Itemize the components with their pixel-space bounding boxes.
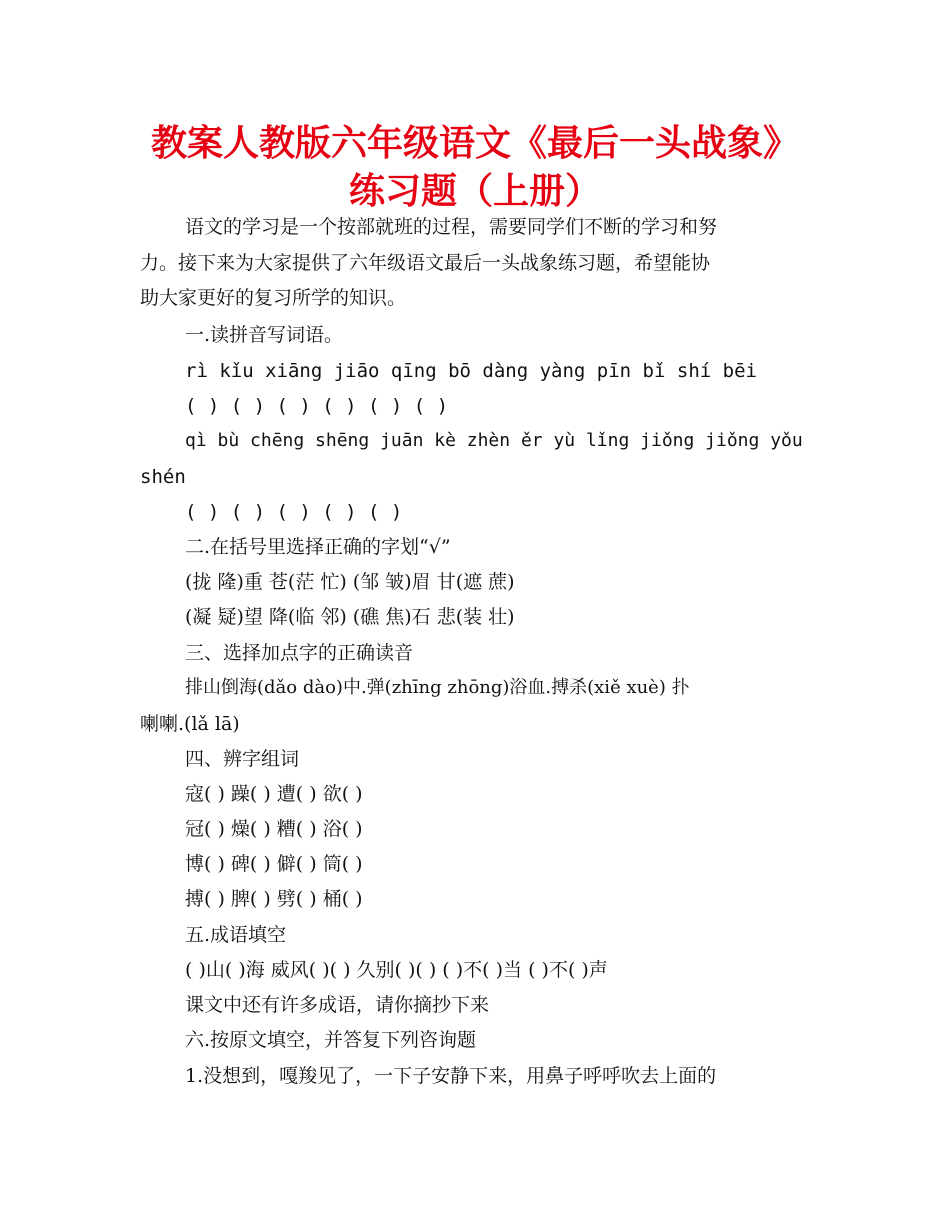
intro-line-1: 语文的学习是一个按部就班的过程，需要同学们不断的学习和努 xyxy=(185,216,718,238)
title-line-2: 练习题（上册） xyxy=(348,171,601,212)
word-row-2: 冠( ) 燥( ) 糟( ) 浴( ) xyxy=(185,818,363,840)
section-1-heading: 一.读拼音写词语。 xyxy=(185,324,344,346)
word-row-3: 博( ) 碑( ) 僻( ) 筒( ) xyxy=(185,853,363,875)
idiom-row: ( )山( )海 威风( )( ) 久别( )( ) ( )不( )当 ( )不( )声 xyxy=(185,959,608,981)
blanks-row-2: ( ) ( ) ( ) ( ) ( ) xyxy=(185,501,403,523)
word-row-1: 寇( ) 躁( ) 遭( ) 欲( ) xyxy=(185,783,363,805)
title-line-1: 教案人教版六年级语文《最后一头战象》 xyxy=(150,123,799,164)
section-5-heading: 五.成语填空 xyxy=(185,924,287,946)
idiom-note: 课文中还有许多成语，请你摘抄下来 xyxy=(185,994,490,1016)
pinyin-row-2-continued: shén xyxy=(140,466,186,488)
blanks-row-1: ( ) ( ) ( ) ( ) ( ) ( ) xyxy=(185,395,449,417)
section-6-heading: 六.按原文填空，并答复下列咨询题 xyxy=(185,1029,477,1051)
section-3-heading: 三、选择加点字的正确读音 xyxy=(185,642,414,664)
choice-row-1: (拢 隆)重 苍(茫 忙) (邹 皱)眉 甘(遮 蔗) xyxy=(185,571,515,593)
word-row-4: 搏( ) 脾( ) 劈( ) 桶( ) xyxy=(185,888,363,910)
pinyin-row-1: rì kǐu xiāng jiāo qīng bō dàng yàng pīn bǐ shí bēi xyxy=(185,360,757,382)
choice-row-2: (凝 疑)望 降(临 邻) (礁 焦)石 悲(装 壮) xyxy=(185,606,515,628)
section-4-heading: 四、辨字组词 xyxy=(185,748,300,770)
pinyin-row-2: qì bù chēng shēng juān kè zhèn ěr yù lǐng jiǒng jiǒng yǒu xyxy=(185,430,803,451)
reading-line-2: 喇喇.(lǎ lā) xyxy=(140,713,240,735)
intro-line-3: 助大家更好的复习所学的知识。 xyxy=(140,287,407,309)
question-1: 1.没想到，嘎羧见了，一下子安静下来，用鼻子呼呼吹去上面的 xyxy=(185,1065,717,1087)
reading-line-1: 排山倒海(dǎo dào)中.弹(zhīng zhōng)浴血.搏杀(xiě xuè) 扑 xyxy=(185,677,690,698)
intro-line-2: 力。接下来为大家提供了六年级语文最后一头战象练习题，希望能协 xyxy=(140,252,711,274)
section-2-heading: 二.在括号里选择正确的字划“√” xyxy=(185,536,451,558)
